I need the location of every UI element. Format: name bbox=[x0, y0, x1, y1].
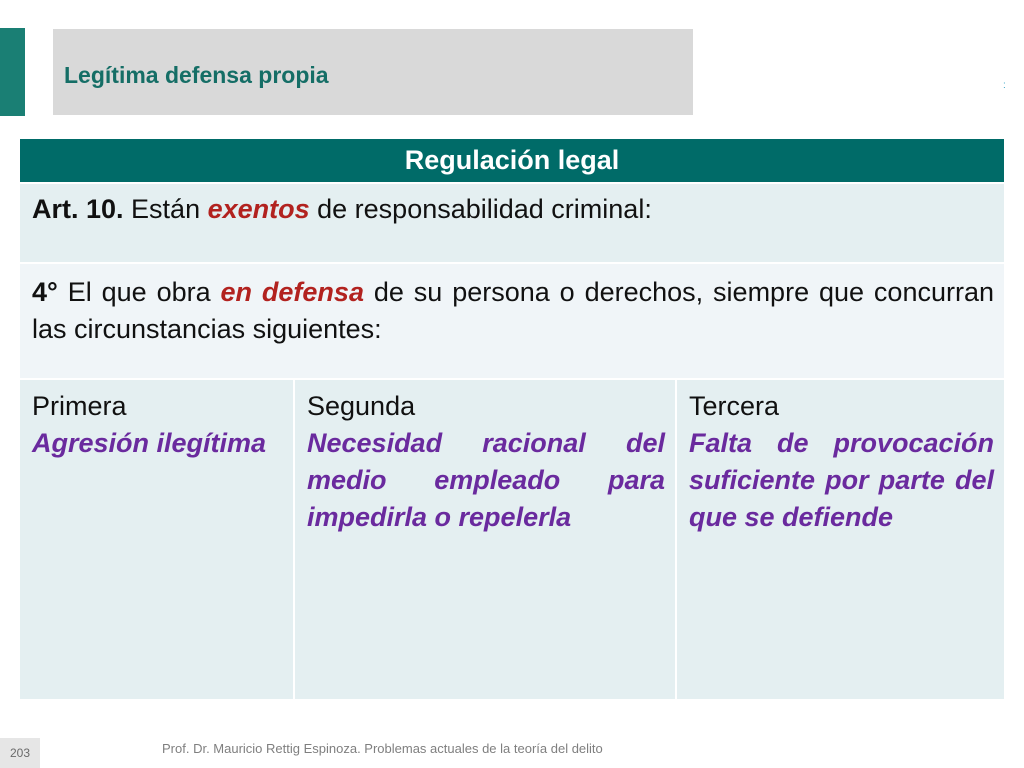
page-number: 203 bbox=[0, 738, 40, 768]
regulation-table bbox=[20, 139, 1004, 699]
paragraph-row bbox=[20, 262, 1004, 378]
corner-mark: : bbox=[1003, 80, 1006, 91]
requirement-cell bbox=[677, 380, 1004, 699]
requirement-title: Tercera bbox=[689, 391, 780, 421]
title-box bbox=[53, 29, 693, 115]
accent-bar bbox=[0, 28, 25, 116]
requirement-title: Primera bbox=[32, 391, 127, 421]
article-row bbox=[20, 182, 1004, 262]
article-text bbox=[20, 184, 1004, 225]
requirement-cell bbox=[20, 380, 295, 699]
paragraph-number: 4° bbox=[32, 277, 58, 307]
requirement-cell bbox=[295, 380, 677, 699]
requirements-row bbox=[20, 378, 1004, 699]
paragraph-post: de su persona o derechos, siempre que concurran las circunstancias siguientes: bbox=[32, 277, 994, 344]
paragraph-highlight: en defensa bbox=[220, 277, 364, 307]
article-highlight: exentos bbox=[207, 194, 310, 224]
requirement-title: Segunda bbox=[307, 391, 416, 421]
requirement-description: Necesidad racional del medio empleado para impedirla o repelerla bbox=[307, 428, 665, 532]
paragraph-pre: El que obra bbox=[57, 277, 221, 307]
table-header: Regulación legal bbox=[20, 139, 1004, 182]
article-pre: Están bbox=[123, 194, 208, 224]
article-number: Art. 10. bbox=[32, 194, 124, 224]
footer-text: Prof. Dr. Mauricio Rettig Espinoza. Problemas actuales de la teoría del delito bbox=[162, 741, 603, 756]
paragraph-text bbox=[20, 264, 1004, 348]
slide-title: Legítima defensa propia bbox=[64, 62, 329, 88]
requirement-description: Agresión ilegítima bbox=[32, 428, 267, 458]
article-post: de responsabilidad criminal: bbox=[309, 194, 652, 224]
requirement-description: Falta de provocación suficiente por parte del que se defiende bbox=[689, 428, 994, 532]
